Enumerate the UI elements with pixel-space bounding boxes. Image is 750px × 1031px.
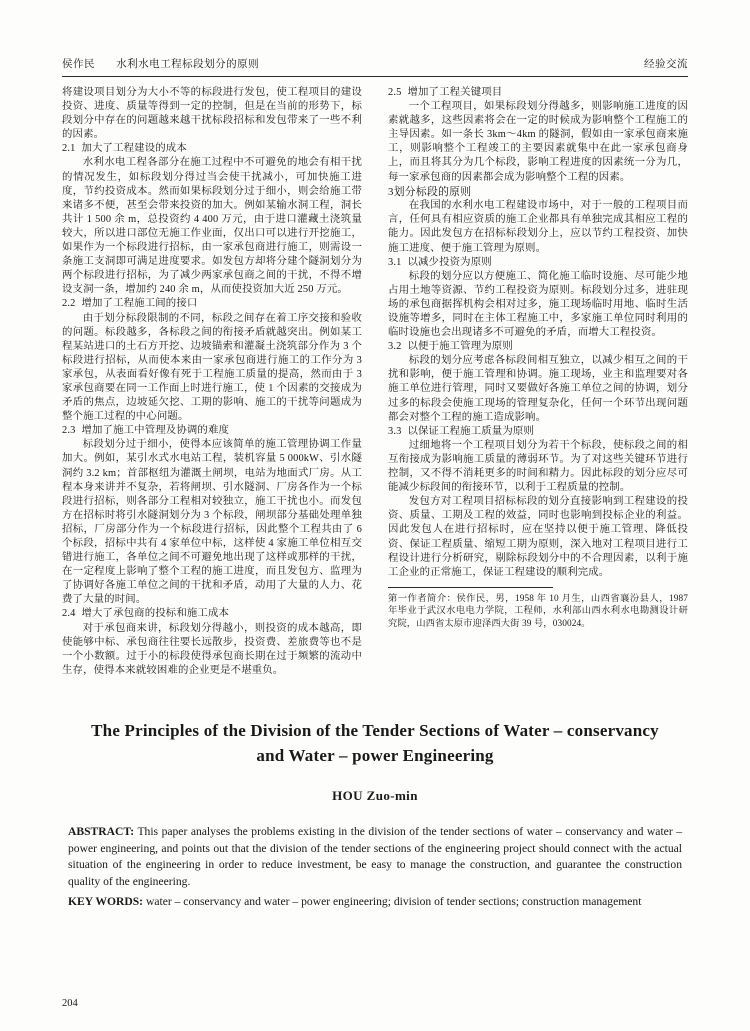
section-heading [62,678,362,692]
running-head-title: 水利水电工程标段划分的原则 [116,59,260,70]
running-head [62,56,688,76]
running-head-left [62,56,277,71]
section-heading [62,607,362,621]
paragraph: 标段的划分应考虑各标段间相互独立，以减少相互之间的干扰和影响，便于施工管理和协调。施工现场，业主和监理要对各施工单位进行管理，同时又要做好各施工单位之间的协调，划分过多的标段会使施工现场的管理复杂化，任何一个环节出现问题都会对整个工程的施工造成影响。 [388,355,688,423]
english-title-line1: The Principles of the Division of the Tender Sections of Water – conservancy [91,721,659,741]
two-column-body [62,86,688,692]
section-title: 以便于施工管理为原则 [407,341,513,353]
header-divider [62,76,688,77]
paragraph: 标段的划分应以方便施工、简化施工临时设施、尽可能少地占用土地等资源、节约工程投资为原则。标段划分过多，进驻现场的承包商据挥机构会相对过多，施工现场临时用地、临时生活设施等增多，同时在主体工程施工中，多家施工单位同时利用的临时设施也会出现诸多不可避免的矛盾，而增大工程投资。 [388,270,688,339]
page-number: 204 [62,998,78,1009]
paragraph: 将建设项目划分为大小不等的标段进行发包，使工程项目的建设投资、进度、质量等得到一定的控制，但是在当前的形势下，标段划分中存在的问题越来越干扰标段招标和发包带来了一些不利的因素。 [62,87,362,141]
english-abstract-block [62,718,688,911]
paragraph: 水利水电工程各部分在施工过程中不可避免的地会有相干扰的情况发生，如标段划分得过当会使干扰减小，可加快施工进度，节约投资成本。然而如果标段划分过于细小，则会给施工带来诸多不便，甚至会带来投资的加大。例如某输水洞工程，洞长共计 1 500 余 m，总投资约 4 400 万元，由于进口灌藏土浇筑量较大，所以进口部位无施工作业面，仅出口可以进行开挖施工，如果作为一个标段进行招标，由一家承包商进行施工，则需设一条施工支洞即可满足进度要求。如发包方却将分建个隧洞划分为两个标段进行招标，为了减少两家承包商之间的干扰，不得不增设支洞一条，增加约 240 余 m，从而使投资加大近 250 万元。 [62,157,362,296]
running-head-author: 侯作民 [62,59,95,70]
section-heading [388,86,688,100]
section-number: 3.3 [388,425,402,437]
paragraph: 标段划分过于细小，使得本应该简单的施工管理协调工作量加大。例如，某引水式水电站工程，装机容量 5 000kW、引水隧洞约 3.2 km；首部枢纽为灌溉土闸坝，电站为地面式厂房。从工程本身来讲并不复杂，若将闸坝、引水隧洞、厂房各作为一个标段进行招标，则各部分工程相对较独立，施工干扰也小。而发包方在招标时将引水隧洞划分为 3 个标段，闸坝部分基础处理单独招标，厂房部分作为一个标段进行招标，因此整个工程共由了 6 个标段，招标中共有 4 家单位中标，这样使 4 家施工单位相互交错进行施工，各单位之间不可避免地出现了这样或那样的干扰，在一定程度上影响了整个工程的施工进度，而且发包方、监理为了协调好各施工单位之间的干扰和矛盾，动用了大量的人力、花费了大量的时间。 [62,439,362,606]
author-footnote: 第一作者简介：侯作民，男，1958 年 10 月生，山西省襄汾县人，1987 年毕业于武汉水电电力学院，工程师，水利部山西水利水电勘测设计研究院，山西省太原市迎泽西大街 39 号，030024。 [388,593,688,629]
paragraph: 一个工程项目，如果标段划分得越多，则影响施工进度的因素就越多，这些因素将会在一定的时候成为影响整个工程施工的主导因素。如一条长 3km～4km 的隧洞，假如由一家承包商来施工，则影响整个工程竣工的主要因素就集中在此一家承包商身上，而且将其分为几个标段，影响工程进度的因素统一分为几，每一家承包商的因素都会成为影响整个工程的因素。 [388,101,688,183]
footnote-divider [388,587,553,588]
abstract-text: This paper analyses the problems existing in the division of the tender sections of water – conservancy and water – power engineering, and points out that the division of the tender sections of the engineering project should connect with the actual situation of the engineering in order to reduce investment, be easy to manage the construction, and guarantee the construction quality of the engineering. [68,825,682,888]
section-heading [388,185,688,200]
section-title: 以减少投资为原则 [407,256,492,268]
section-title: 增加了施工中管理及协调的难度 [81,425,230,437]
left-column [62,86,362,692]
english-keywords [68,894,682,911]
section-title: 加大了工程建设的成本 [81,143,187,155]
page-content [62,56,688,911]
english-author: HOU Zuo-min [332,788,418,804]
section-number: 3 [388,185,394,198]
section-number: 3.1 [388,256,402,268]
section-heading [388,340,688,354]
section-heading [388,425,688,439]
section-number: 2.2 [62,298,76,310]
section-heading [62,297,362,311]
section-number: 2.4 [62,608,76,620]
section-title: 增加了工程施工间的接口 [81,298,198,310]
section-heading [388,256,688,270]
english-title-line2: and Water – power Engineering [256,746,494,766]
section-title: 增大了承包商的投标和施工成本 [81,608,230,620]
section-number: 2.3 [62,425,76,437]
keywords-text: water – conservancy and water – power engineering; division of tender sections; construction management [143,895,642,909]
paragraph: 由于划分标段限制的不同，标段之间存在着工序交接和验收的问题。标段越多，各标段之间的衔接矛盾就越突出。例如某工程某站进口的土石方开挖、边坡锚索和灌凝土浇筑部分作为 3 个标段进行招标，从而使本来由一家承包商进行施工的工作分为 3 家承包，从表面看好像有死于工程施工质量的提高，然而由于 3 家承包商要在同一工作面上时进行施工，使 1 个因素的交接成为矛盾的焦点，边坡延欠挖、工期的影响、施工的干扰等问题成为整个施工过程的中心问题。 [62,312,362,423]
section-title: 以保证工程施工质量为原则 [407,425,534,437]
keywords-label: KEY WORDS: [68,895,144,909]
section-title: 增加了工程关键项目 [407,87,503,98]
paragraph: 在我国的水利水电工程建设市场中，对于一般的工程项目而言，任何具有相应资质的施工企业都具有单独完成其相应工程的能力。因此发包方在招标标段划分上，应以节约工程投资、加快施工进度、便于施工管理为原则。 [388,200,688,254]
section-number: 2.5 [388,87,402,98]
section-title: 划分标段的原则 [393,185,472,198]
abstract-label: ABSTRACT: [68,825,135,839]
english-title [68,718,682,768]
section-number: 3.2 [388,341,402,353]
paragraph: 对于承包商来讲，标段划分得越小，则投资的成本越高，即使能够中标、承包商往往要长远散步，投资费、差旅费等也不是一个小数额。过于小的标段使得承包商长期在过于频繁的流动中生存，使得本来就较困难的企业更是不堪重负。 [62,622,362,676]
paragraph: 过细地将一个工程项目划分为若干个标段，使标段之间的相互衔接成为影响施工质量的薄弱环节。为了对这些关键环节进行控制，又不得不消耗更多的时间和精力。因此标段的划分应尽可能减少标段间的衔接环节，以利于工程质量的控制。 [388,439,688,494]
right-column [388,86,688,692]
section-heading [62,424,362,438]
running-head-section: 经验交流 [644,59,688,70]
section-heading [62,142,362,156]
section-number: 2.1 [62,143,76,155]
english-abstract [68,824,682,890]
paragraph: 发包方对工程项目招标标段的划分直接影响到工程建设的投资、质量、工期及工程的效益，同时也影响到投标企业的利益。因此发包人在进行招标时，应在坚持以便于施工管理、降低投资、保证工程质量、缩短工期为原则，深入地对工程项目进行工程设计进行分析研究，剔除标段划分中的不合理因素，以利于施工企业的正常施工，保证工程建设的顺利完成。 [388,496,688,578]
